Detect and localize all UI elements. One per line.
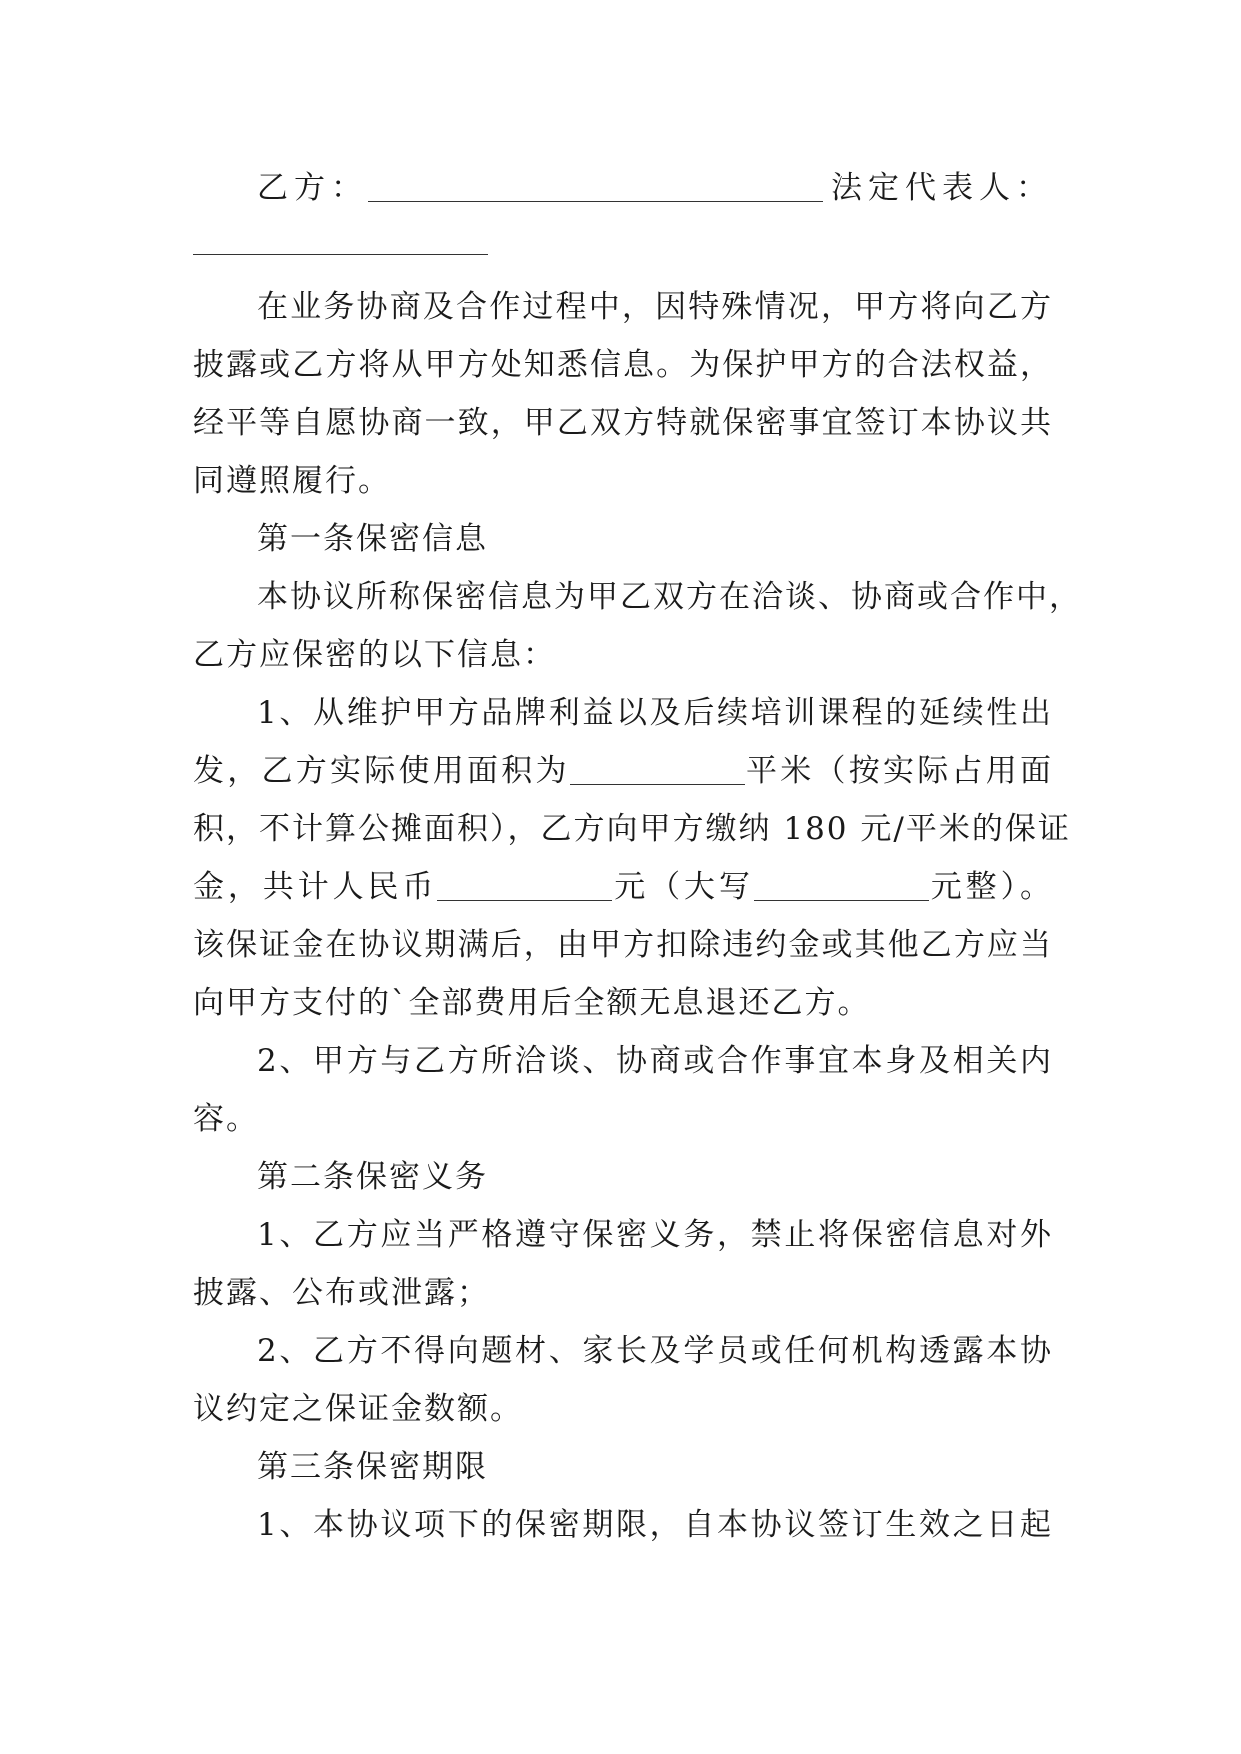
party-b-line [257, 168, 1053, 208]
deposit-label: 金，共计人民币 [193, 869, 438, 905]
paragraph-line: 容。 [193, 1101, 259, 1137]
area-blank[interactable] [570, 756, 745, 785]
deposit-uppercase-blank[interactable] [754, 872, 929, 901]
section-heading-2: 第二条保密义务 [257, 1159, 488, 1195]
deposit-uppercase-label: 元（大写 [612, 869, 754, 905]
party-b-blank[interactable] [368, 173, 823, 202]
area-line [193, 751, 1053, 791]
area-label: 发，乙方实际使用面积为 [193, 753, 570, 789]
legal-rep-label: 法定代表人： [831, 170, 1053, 206]
paragraph-line: 1、乙方应当严格遵守保密义务，禁止将保密信息对外 [257, 1217, 1053, 1253]
paragraph-line: 本协议所称保密信息为甲乙双方在洽谈、协商或合作中， [257, 579, 1082, 615]
paragraph-line: 经平等自愿协商一致，甲乙双方特就保密事宜签订本协议共 [193, 405, 1053, 441]
paragraph-line: 2、乙方不得向题材、家长及学员或任何机构透露本协 [257, 1333, 1053, 1369]
paragraph-line: 披露、公布或泄露； [193, 1275, 490, 1311]
paragraph-line: 1、本协议项下的保密期限，自本协议签订生效之日起 [257, 1507, 1053, 1543]
legal-rep-blank[interactable] [193, 254, 488, 255]
paragraph-line: 议约定之保证金数额。 [193, 1391, 523, 1427]
paragraph-line: 披露或乙方将从甲方处知悉信息。为保护甲方的合法权益， [193, 347, 1053, 383]
paragraph-line: 在业务协商及合作过程中，因特殊情况，甲方将向乙方 [257, 289, 1053, 325]
deposit-suffix: 元整）。 [928, 869, 1053, 905]
party-b-label: 乙方： [257, 170, 368, 206]
deposit-line [193, 867, 1053, 907]
paragraph-line: 乙方应保密的以下信息： [193, 637, 556, 673]
paragraph-line: 积，不计算公摊面积），乙方向甲方缴纳 180 元/平米的保证 [193, 811, 1071, 847]
deposit-amount-blank[interactable] [437, 872, 612, 901]
paragraph-line: 同遵照履行。 [193, 463, 391, 499]
paragraph-line: 1、从维护甲方品牌利益以及后续培训课程的延续性出 [257, 695, 1053, 731]
paragraph-line: 该保证金在协议期满后，由甲方扣除违约金或其他乙方应当 [193, 927, 1053, 963]
section-heading-1: 第一条保密信息 [257, 521, 488, 557]
paragraph-line: 向甲方支付的`全部费用后全额无息退还乙方。 [193, 985, 871, 1021]
section-heading-3: 第三条保密期限 [257, 1449, 488, 1485]
paragraph-line: 2、甲方与乙方所洽谈、协商或合作事宜本身及相关内 [257, 1043, 1053, 1079]
area-unit-label: 平米（按实际占用面 [744, 753, 1053, 789]
